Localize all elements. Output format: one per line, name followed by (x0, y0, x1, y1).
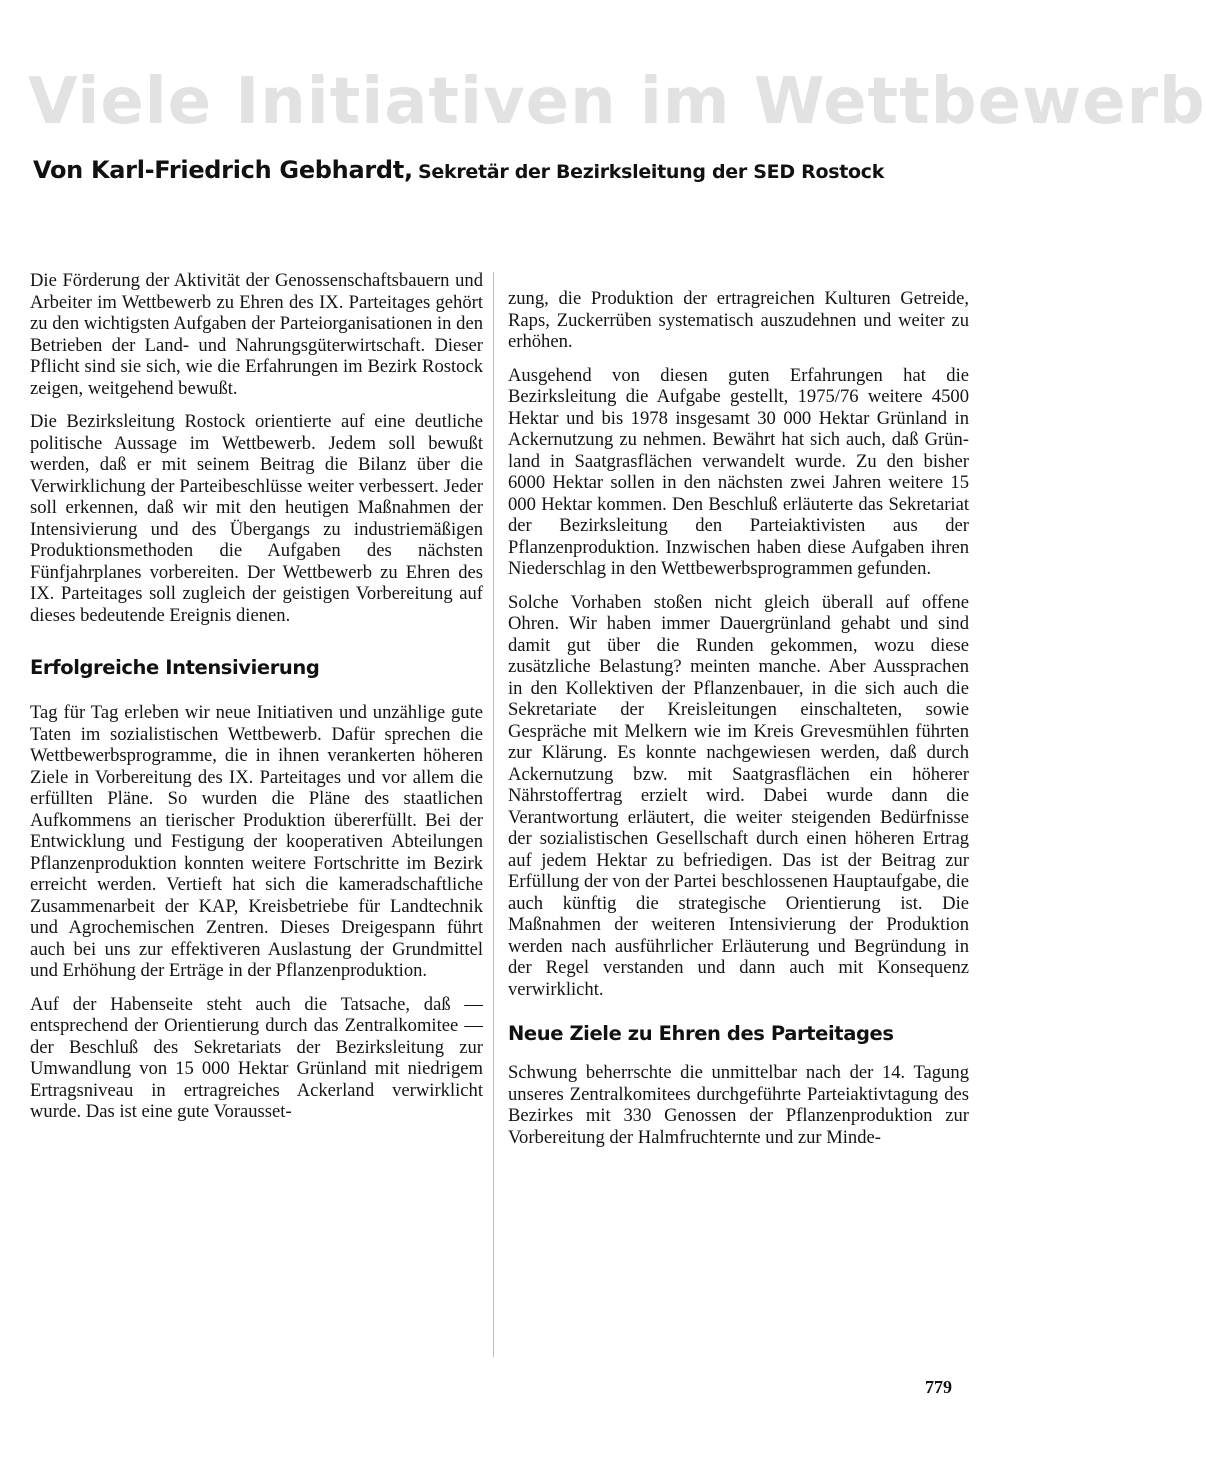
paragraph: Ausgehend von diesen guten Erfahrungen hat die Bezirksleitung die Aufgabe gestellt, 1975/76 weitere 4500 Hektar und bis 1978 insgesamt 30 000 Hektar Grünland in Ackernutzung zu nehmen. Bewährt hat sich auch, daß Grünland in Saatgrasflächen verwandelt wurde. Zu den bisher 6000 Hektar sollen in den nächsten zwei Jahren weitere 15 000 Hektar kommen. Den Beschluß erläuterte das Sekretariat der Bezirksleitung den Parteiaktivisten aus der Pflanzenproduktion. Inzwischen haben diese Aufgaben ihren Niederschlag in den Wettbewerbsprogrammen gefunden. (508, 364, 969, 579)
column-divider (493, 272, 494, 1357)
article-title: Viele Initiativen im Wettbewerb (28, 65, 1206, 139)
section-heading: Erfolgreiche Intensivierung (30, 656, 320, 679)
paragraph: Auf der Habenseite steht auch die Tatsache, daß — entsprechend der Orientierung durch das Zentralkomitee — der Beschluß des Sekretariats der Bezirksleitung zur Umwandlung von 15 000 Hektar Grünland mit niedrigem Ertragsniveau in ertragreiches Ackerland verwirklicht wurde. Das ist eine gute Vorausset- (30, 993, 483, 1122)
right-column (508, 288, 969, 1160)
paragraph: Schwung beherrschte die unmittelbar nach der 14. Tagung unseres Zentralkomitees durchgeführte Parteiaktivtagung des Bezirkes mit 330 Genossen der Pflanzenproduktion zur Vorbereitung der Halmfruchternte und zur Minde- (508, 1062, 969, 1148)
section-heading: Neue Ziele zu Ehren des Parteitages (508, 1022, 894, 1045)
left-column (30, 270, 483, 1135)
byline (33, 156, 993, 184)
author-name: Von Karl-Friedrich Gebhardt, (33, 156, 413, 184)
paragraph: Die Förderung der Aktivität der Genossenschaftsbauern und Arbeiter im Wettbewerb zu Ehren des IX. Parteitages gehört zu den wichtigsten Aufgaben der Parteiorganisationen in den Betrieben der Land- und Nahrungsgüterwirtschaft. Dieser Pflicht sind sie sich, wie die Erfahrungen im Bezirk Rostock zeigen, weitgehend bewußt. (30, 270, 483, 399)
author-role: Sekretär der Bezirksleitung der SED Rostock (418, 161, 885, 183)
paragraph: Die Bezirksleitung Rostock orientierte auf eine deutliche politische Aussage im Wettbewerb. Jedem soll bewußt werden, daß er mit seinem Beitrag die Bilanz über die Verwirklichung der Parteibeschlüsse weiter verbessert. Jeder soll erkennen, daß wir mit den heutigen Maßnahmen der Intensivierung und des Übergangs zu industriemäßigen Produktionsmethoden die Aufgaben des nächsten Fünfjahrplanes vorbereiten. Der Wettbewerb zu Ehren des IX. Parteitages soll zugleich der geistigen Vorbereitung auf dieses bedeutende Ereignis dienen. (30, 411, 483, 626)
page-number: 779 (925, 1377, 952, 1397)
paragraph: zung, die Produktion der ertragreichen Kulturen Getreide, Raps, Zuckerrüben systematisch auszudehnen und weiter zu erhöhen. (508, 288, 969, 352)
paragraph: Tag für Tag erleben wir neue Initiativen und unzählige gute Taten im sozialistischen Wettbewerb. Dafür sprechen die Wettbewerbsprogramme, die in ihnen verankerten höheren Ziele in Vorbereitung des IX. Parteitages und vor allem die erfüllten Pläne. So wurden die Pläne des staatlichen Aufkommens an tierischer Produktion übererfüllt. Bei der Entwicklung und Festigung der kooperativen Abteilungen Pflanzenproduktion konnten weitere Fortschritte im Bezirk erreicht werden. Vertieft hat sich die kameradschaftliche Zusammenarbeit der KAP, Kreisbetriebe für Landtechnik und Agrochemischen Zentren. Dieses Dreigespann führt auch bei uns zur effektiveren Auslastung der Grundmittel und Erhöhung der Erträge in der Pflanzenproduktion. (30, 702, 483, 981)
paragraph: Solche Vorhaben stoßen nicht gleich überall auf offene Ohren. Wir haben immer Dauergrünland gehabt und sind damit gut über die Runden gekommen, wozu diese zusätzliche Belastung? meinten manche. Aber Aussprachen in den Kollektiven der Pflanzenbauer, in die sich auch die Sekretariate der Kreisleitungen einschalteten, sowie Gespräche mit Melkern wie im Kreis Grevesmühlen führten zur Klärung. Es konnte nachgewiesen werden, daß durch Ackernutzung bzw. mit Saatgrasflächen ein höherer Nährstoffertrag erzielt wird. Dabei wurde dann die Verantwortung erläutert, die weiter steigenden Bedürfnisse der sozialistischen Gesellschaft durch einen höheren Ertrag auf jedem Hektar zu befriedigen. Das ist der Beitrag zur Erfüllung der von der Partei beschlossenen Hauptaufgabe, die auch künftig die strategische Orientierung ist. Die Maßnahmen der weiteren Intensivierung der Produktion werden nach ausführlicher Erläuterung und Begründung in der Regel verstanden und dann auch mit Konsequenz verwirklicht. (508, 591, 969, 1000)
